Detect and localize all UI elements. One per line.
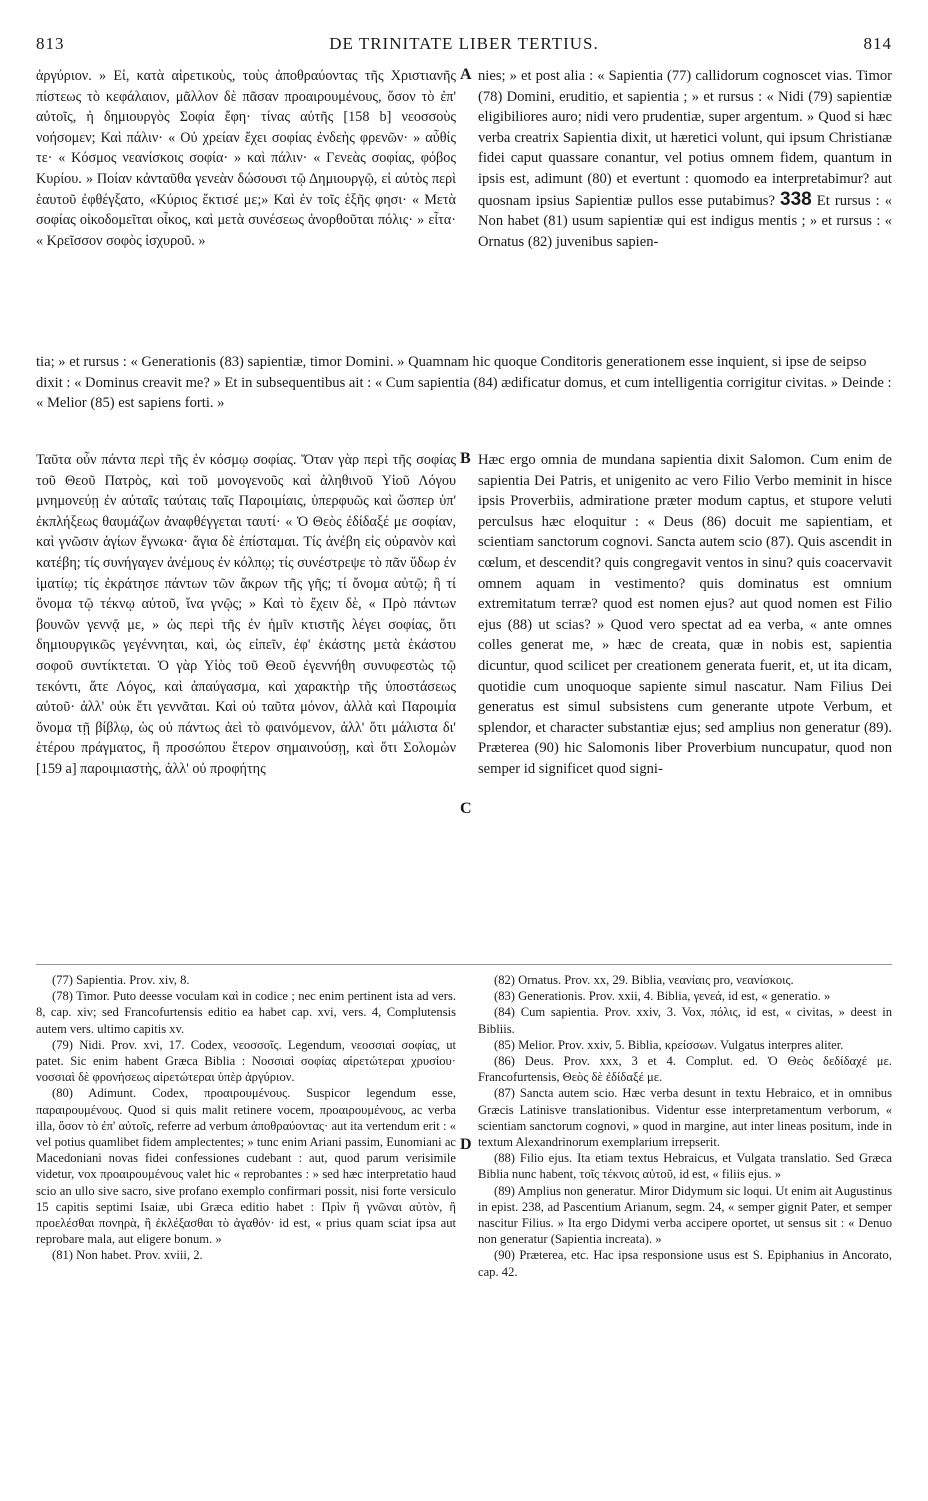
footnote: (77) Sapientia. Prov. xiv, 8. [52, 973, 190, 987]
margin-marker-b: B [460, 450, 471, 467]
footnote: (87) Sancta autem scio. Hæc verba desunt in textu Hebraico, et in omnibus Græcis Latinisve translationibus. Videntur esse interpretamentum verborum, « scientiam sanctorum cognovi, » quod in margine, aut inter lineas positum, inde in textum Alexandrinorum exemplarium irrepserit. [478, 1086, 892, 1150]
latin-full-text: tia; » et rursus : « Generationis (83) sapientiæ, timor Domini. » Quamnam hic quoque Conditoris generationem esse inquient, si ipse de seipso dixit : « Dominus creavit me? » Et in subsequentibus ait : « Cum sapientia (84) ædificatur domus, et cum intelligentia corrigitur civitas. » Deinde : « Melior (85) est sapiens forti. » [36, 354, 892, 412]
right-page-number: 814 [863, 34, 892, 53]
latin-text-top: nies; » et post alia : « Sapientia (77) callidorum cognoscet vias. Timor (78) Domini, eruditio, et sapientia ; » et rursus : « Nidi (79) sapientiæ eligibiliores auro; nidi vero prudentiæ, super argentum. » Quod si hæc verba creatrix Sapientia dixit, ut hæretici volunt, qui ipsum Christianæ fidei caput quassare conantur, vel potius omnem fidem, quantum in ipsis est, adimunt (80) et evertunt : quomodo ea interpretabimur? aut quosnam ipsius Sapientiæ pullos esse putabimus? [478, 68, 892, 209]
column-number: 338 [780, 188, 812, 210]
footnote: (78) Timor. Puto deesse voculam καὶ in codice ; nec enim pertinent ista ad vers. 8, cap. xiv; sed Francofurtensis editio ea habet cap. xvi, vers. 4, Complutensis autem vers. ultimo capitis xv. [36, 989, 456, 1036]
margin-marker-c: C [460, 800, 472, 817]
footnote: (90) Præterea, etc. Hac ipsa responsione usus est S. Epiphanius in Ancorato, cap. 42. [478, 1248, 892, 1279]
latin-full-width-paragraph [36, 352, 892, 414]
margin-marker-a: A [460, 66, 472, 83]
footnote-divider [36, 964, 892, 965]
left-page-number: 813 [36, 34, 65, 53]
page-title: DE TRINITATE LIBER TERTIUS. [329, 34, 599, 53]
footnote: (79) Nidi. Prov. xvi, 17. Codex, νεοσσοῖς. Legendum, νεοσσιαὶ σοφίας, ut patet. Sic enim habent Græca Biblia : Νοσσιαὶ σοφίας αἱρετώτεραι χρυσίου· νοσσιαὶ δὲ φρονήσεως αἱρετώτεραι ὑπὲρ ἀργύριον. [36, 1037, 456, 1085]
footnote: (86) Deus. Prov. xxx, 3 et 4. Complut. ed. Ὁ Θεὸς δεδίδαχέ με. Francofurtensis, Θεὸς δὲ ἐδίδαξέ με. [478, 1054, 892, 1085]
greek-text-middle: Ταῦτα οὖν πάντα περὶ τῆς ἐν κόσμῳ σοφίας. Ὅταν γὰρ περὶ τῆς σοφίας τοῦ Θεοῦ Πατρὸς, καὶ τοῦ μονογενοῦς καὶ ἀληθινοῦ Υἱοῦ Λόγου μνημονεύῃ ἐν αὐταῖς ταύταις ταῖς Παροιμίαις, ὑπερφυῶς καὶ ὥσπερ ὑπ' ἐκπλήξεως θαυμάζων ἀναφθέγγεται ταυτί· « Ὁ Θεὸς ἐδίδαξέ με σοφίαν, καὶ γνῶσιν ἁγίων ἔγνωκα· ἅγια δὲ ἐπίσταμαι. Τίς ἀνέβη εἰς οὐρανὸν καὶ κατέβη; τίς συνήγαγεν ἀνέμους ἐν κόλπῳ; τίς συνέστρεψε τὸ πᾶν ὕδωρ ἐν ἱματίῳ; τίς ἐκράτησε πάντων τῶν ἄκρων τῆς γῆς; τί ὄνομα αὐτῷ; ἢ τί ὄνομα τῷ τέκνῳ αὐτοῦ, ἵνα γνῷς; » Καὶ τὸ ἔχειν δὲ, « Πρὸ πάντων βουνῶν γεννᾷ με, » ὡς περὶ τῆς ἐν ἡμῖν κτιστῆς λέγει σοφίας, ὅτι δημιουργικῶς γεγέννηται, καὶ, ὡς εἰπεῖν, ἐφ' ἑκάστης μετὰ ἑκάστου σοφοῦ συντίκτεται. Ὁ γὰρ Υἱὸς τοῦ Θεοῦ ἐγεννήθη συνυφεστὼς τῷ τεκόντι, ἅτε Λόγος, καὶ ἀπαύγασμα, καὶ χαρακτὴρ τῆς ὑποστάσεως αὐτοῦ· ἀλλ' οὐκ ἔτι γεννᾶται. Καὶ οὐ ταῦτα μόνον, ἀλλὰ καὶ Παροιμία ὄνομα τῇ βίβλῳ, ὡς οὐ πάντως ἀεὶ τὸ φαινόμενον, ἀλλ' ὅτι μάλιστα δι' ἑτέρου πράγματος, ἢ προσώπου ἕτερον σημαινούσῃ, καὶ ὅτι Σολομὼν [159 a] παροιμιαστὴς, ἀλλ' οὐ προφήτης [36, 452, 456, 777]
footnote: (89) Amplius non generatur. Miror Didymum sic loqui. Ut enim ait Augustinus in epist. 238, ad Pascentium Arianum, segm. 24, « semper gignit Pater, et semper nascitur Filius. » Ita ergo Didymi verba accipere oportet, ut sensus sit : « Denuo non generatur (Sapientia increata). » [478, 1183, 892, 1247]
running-header [36, 34, 892, 58]
footnote: (80) Adimunt. Codex, προαιρουμένους. Suspicor legendum esse, παραιρουμένους. Quod si quis malit retinere vocem, προαιρουμένους, ac verba illa, ὅσον τὸ ἐπ' αὐτοῖς, referre ad verbum ἀποθραύοντας· aut ita vertendum erit : « vel potius quamlibet fidem amplectentes; » tunc enim Ariani passim, Eunomiani ac Macedoniani novas fidei confessiones cudebant : aut, quod parum verisimile videtur, vox προαιρουμένους valet hic « reprobantes : » sed hæc interpretatio haud scio an ullo sive sacro, sive profano exemplo confirmari possit, nisi forte versiculo 15 capitis septimi Isaiæ, ubi Græca editio habet : Πρὶν ἢ γνῶναι αὐτὸν, ἢ προελέσθαι πονηρὰ, ἢ ἐκλέξασθαι τὸ ἀγαθόν· id est, « prius quam sciat ipsa aut reprobare mala, aut eligere bonum. » [36, 1086, 456, 1247]
greek-text-top: ἀργύριον. » Εἰ, κατὰ αἱρετικοὺς, τοὺς ἀποθραύοντας τῆς Χριστιανῆς πίστεως τὸ κεφάλαιον, μᾶλλον δὲ πᾶσαν προαιρουμένους, ὅσον τὸ ἐπ' αὐτοῖς, ἡ δημιουργὸς Σοφία ἔφη· τίνας αὐτῆς [158 b] νεοσσοὺς νοήσομεν; Καὶ πάλιν· « Οὐ χρείαν ἔχει σοφίας ἐνδεὴς φρενῶν· » αὖθίς τε· « Κόσμος νεανίσκοις σοφία· » καὶ πάλιν· « Γενεὰς σοφίας, φόβος Κυρίου. » Ποίαν κἀνταῦθα γενεὰν δώσουσι τῷ Δημιουργῷ, εἰ αὐτὸς περὶ ἑαυτοῦ ἐφθέγξατο, «Κύριος ἔκτισέ με;» Καὶ ἐν τοῖς ἑξῆς φησι· « Μετὰ σοφίας οἰκοδομεῖται οἶκος, καὶ μετὰ συνέσεως ἀνορθοῦται πόλις· » εἶτα· « Κρεῖσσον σοφὸς ἰσχυροῦ. » [36, 68, 456, 249]
footnotes-left [36, 972, 456, 1264]
latin-text-top-continued: Et rursus : « Non habet (81) usum sapientiæ qui est indigus mentis ; » et rursus : « Ornatus (82) juvenibus sapien- [478, 192, 892, 250]
footnote: (84) Cum sapientia. Prov. xxiv, 3. Vox, πόλις, id est, « civitas, » deest in Bibliis. [478, 1005, 892, 1036]
footnote: (81) Non habet. Prov. xviii, 2. [52, 1248, 203, 1263]
latin-column-middle [478, 450, 892, 780]
greek-column-middle [36, 450, 456, 780]
footnotes-right [478, 972, 892, 1280]
footnote: (88) Filio ejus. Ita etiam textus Hebraicus, et Vulgata translatio. Sed Græca Biblia nunc habent, τοῖς τέκνοις αὐτοῦ, id est, « filiis ejus. » [478, 1151, 892, 1182]
footnote: (82) Ornatus. Prov. xx, 29. Biblia, νεανίαις pro, νεανίσκοις. [494, 973, 794, 987]
footnote: (83) Generationis. Prov. xxii, 4. Biblia, γενεά, id est, « generatio. » [494, 989, 831, 1004]
greek-column-top [36, 66, 456, 251]
footnote: (85) Melior. Prov. xxiv, 5. Biblia, κρείσσων. Vulgatus interpres aliter. [494, 1037, 844, 1052]
latin-text-middle: Hæc ergo omnia de mundana sapientia dixit Salomon. Cum enim de sapientia Dei Patris, et unigenito ac vero Filio Verbo meminit in hisce ipsis Proverbiis, admiratione præter modum captus, et stupore veluti perculsus hæc eloquitur : « Deus (86) docuit me sapientiam, et scientiam sanctorum cognovi. Sancta autem scio (87). Quis ascendit in cœlum, et descendit? quis congregavit ventos in sinu? quis coacervavit omnem aquam in vestimento? quis dominatus est omnium extremitatum terræ? quod est nomen ejus? aut quod nomen est Filio ejus (88) ut scias? » Quod vero spectat ad ea verba, « ante omnes colles generat me, » hæc de creata, quæ in nobis est, sapientia dicuntur, quod scilicet per creationem generata fuerit, et, ut ita dicam, quotidie cum unoquoque sapiente simul nascatur. Nam Filius Dei generatus est simul subsistens cum generante utpote Verbum, et splendor, et character substantiæ ejus; sed amplius non generatur (89). Præterea (90) hic Salomonis liber Proverbium nuncupatur, quod non semper id significet quod signi- [478, 452, 892, 777]
margin-marker-d: D [460, 1136, 472, 1153]
latin-column-top [478, 66, 892, 252]
